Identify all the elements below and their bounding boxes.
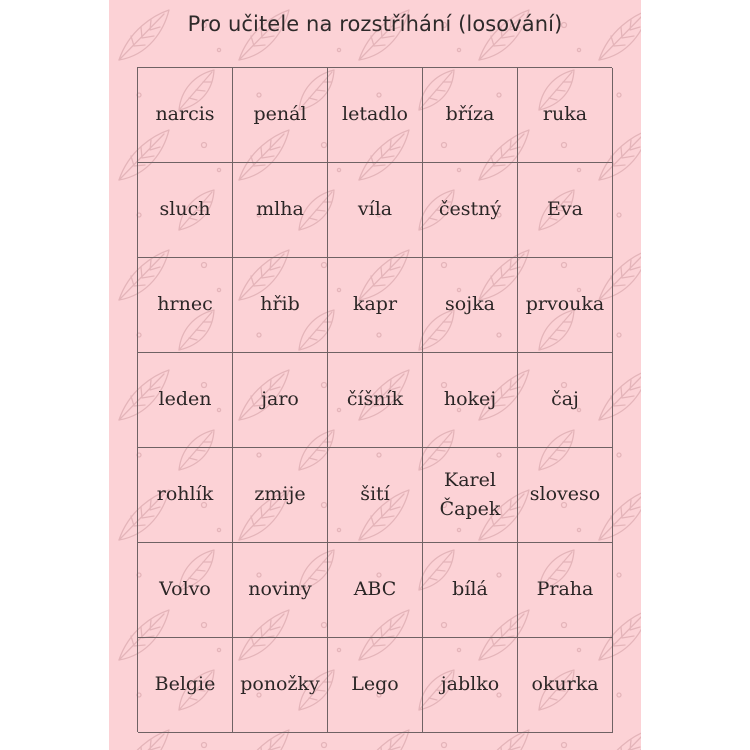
word-card: rohlík xyxy=(138,448,233,543)
word-card: leden xyxy=(138,353,233,448)
word-card: hřib xyxy=(233,258,328,353)
page-title: Pro učitele na rozstříhání (losování) xyxy=(187,12,563,36)
word-card: Belgie xyxy=(138,638,233,733)
word-card: zmije xyxy=(233,448,328,543)
word-card: čestný xyxy=(423,163,518,258)
word-card: Volvo xyxy=(138,543,233,638)
word-card: okurka xyxy=(518,638,613,733)
word-card: bílá xyxy=(423,543,518,638)
word-card: narcis xyxy=(138,68,233,163)
word-card: jablko xyxy=(423,638,518,733)
word-card: letadlo xyxy=(328,68,423,163)
word-card: hokej xyxy=(423,353,518,448)
word-card: Karel Čapek xyxy=(423,448,518,543)
word-card: jaro xyxy=(233,353,328,448)
word-card: penál xyxy=(233,68,328,163)
word-card: bříza xyxy=(423,68,518,163)
word-card: Lego xyxy=(328,638,423,733)
word-card: sloveso xyxy=(518,448,613,543)
word-card: ponožky xyxy=(233,638,328,733)
word-card: hrnec xyxy=(138,258,233,353)
word-card: číšník xyxy=(328,353,423,448)
word-card: sluch xyxy=(138,163,233,258)
word-card: ABC xyxy=(328,543,423,638)
worksheet-page xyxy=(109,0,641,750)
word-card: Eva xyxy=(518,163,613,258)
word-card: noviny xyxy=(233,543,328,638)
word-card: ruka xyxy=(518,68,613,163)
word-card: mlha xyxy=(233,163,328,258)
word-card: Praha xyxy=(518,543,613,638)
word-card: šití xyxy=(328,448,423,543)
word-card: kapr xyxy=(328,258,423,353)
word-card: víla xyxy=(328,163,423,258)
word-card: prvouka xyxy=(518,258,613,353)
word-card-grid xyxy=(137,67,612,732)
word-card: sojka xyxy=(423,258,518,353)
word-card: čaj xyxy=(518,353,613,448)
